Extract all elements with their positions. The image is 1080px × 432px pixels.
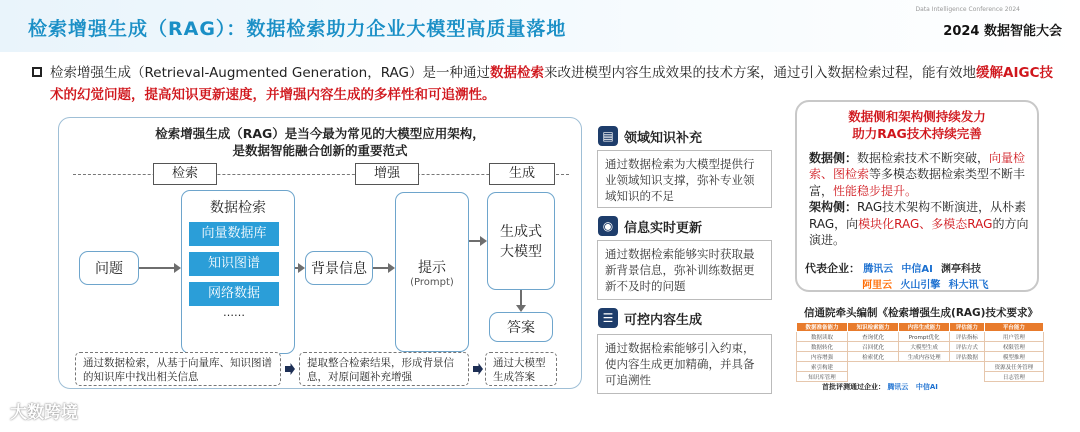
context-label: 背景信息 — [311, 261, 367, 277]
std-header: 数据准备能力 — [797, 323, 848, 332]
intro-highlight-1: 数据检索 — [490, 65, 545, 81]
vector-db-item: 向量数据库 — [189, 222, 279, 246]
table-cell: 模型推理 — [984, 352, 1043, 362]
answer-label: 答案 — [507, 320, 535, 336]
side-panel — [795, 100, 1039, 292]
table-cell: Prompt优化 — [899, 332, 950, 342]
feature-1-text: 通过数据检索为大模型提供行业领域知识支撑，弥补专业领域知识的不足 — [597, 150, 772, 208]
test-pass-row — [822, 382, 943, 392]
table-cell: 资源及任务管理 — [984, 362, 1043, 372]
answer-node — [489, 312, 553, 342]
table-cell: 评估指标 — [950, 332, 985, 342]
data-side-text-2: 等多模态数据检索类型不断丰富， — [809, 167, 1026, 198]
desc-arrow-1 — [285, 363, 295, 375]
standard-table — [796, 322, 1044, 382]
test-pass-label: 首批评测通过企业： — [822, 383, 885, 391]
table-cell: 查询优化 — [848, 332, 899, 342]
desc-generate: 通过大模型生成答案 — [485, 352, 557, 386]
std-header: 内容生成能力 — [899, 323, 950, 332]
conference-name: 2024 数据智能大会 — [943, 24, 1062, 39]
feature-2-header — [598, 216, 702, 236]
data-side-highlight-1: 向量检索、图检索 — [809, 151, 1026, 182]
intro-text-2: 来改进模型内容生成效果的技术方案，通过引入数据检索过程，能有效地 — [544, 65, 977, 81]
std-header: 知识检索能力 — [848, 323, 899, 332]
table-row — [797, 332, 1044, 342]
data-side-text-1: 数据检索技术不断突破， — [857, 151, 990, 165]
arch-side-highlight: 模块化RAG、多模态RAG — [858, 216, 993, 231]
title-bar — [0, 0, 1080, 52]
arch-side-text-1: RAG技术架构不断演进，从朴素RAG，向 — [809, 200, 1027, 231]
slide-title: 检索增强生成（RAG）：数据检索助力企业大模型高质量落地 — [28, 18, 567, 40]
std-header: 评估能力 — [950, 323, 985, 332]
table-cell: 内容增强 — [797, 352, 848, 362]
logo-yuanting: 渊亭科技 — [941, 264, 982, 275]
diagram-title-line-2: 是数据智能融合创新的重要范式 — [232, 143, 408, 158]
llm-label-1: 生成式 — [500, 224, 542, 240]
prompt-en-label: (Prompt) — [410, 276, 454, 288]
table-row — [797, 342, 1044, 352]
table-cell: 知识库管理 — [797, 372, 848, 382]
feature-2-text: 通过数据检索能够实时获取最新背景信息，弥补训练数据更新不及时的问题 — [597, 240, 772, 300]
logo-volcengine: 火山引擎 — [900, 280, 941, 291]
standard-title: 信通院牵头编制《检索增强生成(RAG)技术要求》 — [804, 307, 1038, 319]
table-cell: 日志管理 — [984, 372, 1043, 382]
representative-logos — [805, 260, 1037, 291]
globe-icon: ◉ — [598, 216, 618, 236]
rep-label: 代表企业： — [805, 262, 860, 275]
arrow-llm-answer — [520, 290, 522, 310]
test-logo-citic-ai: 中信AI — [915, 383, 938, 391]
control-icon: ☰ — [598, 308, 618, 328]
arch-side-label: 架构侧： — [809, 200, 858, 215]
data-side-label: 数据侧： — [809, 151, 858, 165]
table-cell: 索引构建 — [797, 362, 848, 372]
prompt-label: 提示 — [418, 259, 446, 276]
arrow-retrieval-context — [295, 267, 303, 269]
logo-aliyun: 阿里云 — [862, 280, 893, 291]
square-bullet-icon — [32, 67, 42, 77]
web-data-item: 网络数据 — [189, 282, 279, 306]
prompt-node — [395, 192, 469, 352]
question-node — [79, 251, 139, 285]
diagram-title — [59, 125, 581, 159]
side-text — [809, 150, 1033, 248]
table-cell: 数据读取 — [797, 332, 848, 342]
logo-tencent-cloud: 腾讯云 — [863, 264, 894, 275]
rag-diagram — [58, 117, 582, 389]
table-row — [797, 352, 1044, 362]
logo-iflytek: 科大讯飞 — [948, 280, 989, 291]
desc-arrow-2 — [473, 363, 483, 375]
intro-highlight-2: 缓解AIGC技术的幻觉问题，提高知识更新速度，并增强内容生成的多样性和可追溯性。 — [50, 65, 1053, 103]
side-title-line-2: 助力RAG技术持续完善 — [852, 126, 982, 141]
knowledge-graph-item: 知识图谱 — [189, 252, 279, 276]
feature-3-title: 可控内容生成 — [624, 312, 703, 328]
feature-3-header — [598, 308, 702, 328]
table-cell: 大模型生成 — [899, 342, 950, 352]
std-header: 平台能力 — [984, 323, 1043, 332]
arrow-question-retrieval — [139, 267, 179, 269]
feature-1-header — [598, 126, 702, 146]
arch-side-text-2: 的方向演进。 — [809, 216, 1029, 248]
table-cell: 权限管理 — [984, 342, 1043, 352]
arrow-prompt-llm — [469, 240, 485, 242]
table-cell: 用户管理 — [984, 332, 1043, 342]
side-title — [797, 108, 1037, 142]
ellipsis-text: …… — [223, 306, 245, 319]
feature-2-title: 信息实时更新 — [624, 220, 703, 236]
table-cell: 数据转化 — [797, 342, 848, 352]
phase-augment: 增强 — [355, 163, 419, 185]
arrow-context-prompt — [373, 267, 393, 269]
phase-retrieve: 检索 — [153, 163, 217, 185]
data-side-highlight-2: 性能稳步提升。 — [833, 183, 918, 198]
feature-3-text: 通过数据检索能够引入约束，使内容生成更加精确，并具备可追溯性 — [597, 334, 772, 394]
feature-1-title: 领域知识补充 — [624, 130, 703, 146]
llm-node — [487, 192, 555, 290]
knowledge-icon: ▤ — [598, 126, 618, 146]
phase-generate: 生成 — [489, 163, 555, 185]
llm-label-2: 大模型 — [500, 244, 542, 260]
conference-subtitle: Data Intelligence Conference 2024 — [915, 6, 1020, 13]
watermark: 大数跨境 — [10, 403, 78, 423]
diagram-title-line-1: 检索增强生成（RAG）是当今最为常见的大模型应用架构， — [155, 126, 485, 141]
question-label: 问题 — [95, 261, 123, 277]
test-logo-tencent-cloud: 腾讯云 — [887, 383, 909, 391]
desc-retrieve: 通过数据检索，从基于向量库、知识图谱的知识库中找出相关信息 — [75, 352, 281, 386]
table-cell: 评估方式 — [950, 342, 985, 352]
table-cell: 评估数据 — [950, 352, 985, 362]
data-retrieval-label: 数据检索 — [210, 200, 266, 216]
desc-augment: 提取整合检索结果，形成背景信息，对原问题补充增强 — [299, 352, 469, 386]
context-node — [305, 251, 373, 285]
table-cell: 生成内容处理 — [899, 352, 950, 362]
side-title-line-1: 数据侧和架构侧持续发力 — [848, 109, 986, 124]
table-cell: 检索优化 — [848, 352, 899, 362]
table-row — [797, 362, 1044, 372]
table-cell: 召回优化 — [848, 342, 899, 352]
logo-citic-ai: 中信AI — [901, 264, 933, 275]
intro-text-1: 检索增强生成（Retrieval-Augmented Generation，RAG）是一种通过 — [50, 65, 491, 81]
